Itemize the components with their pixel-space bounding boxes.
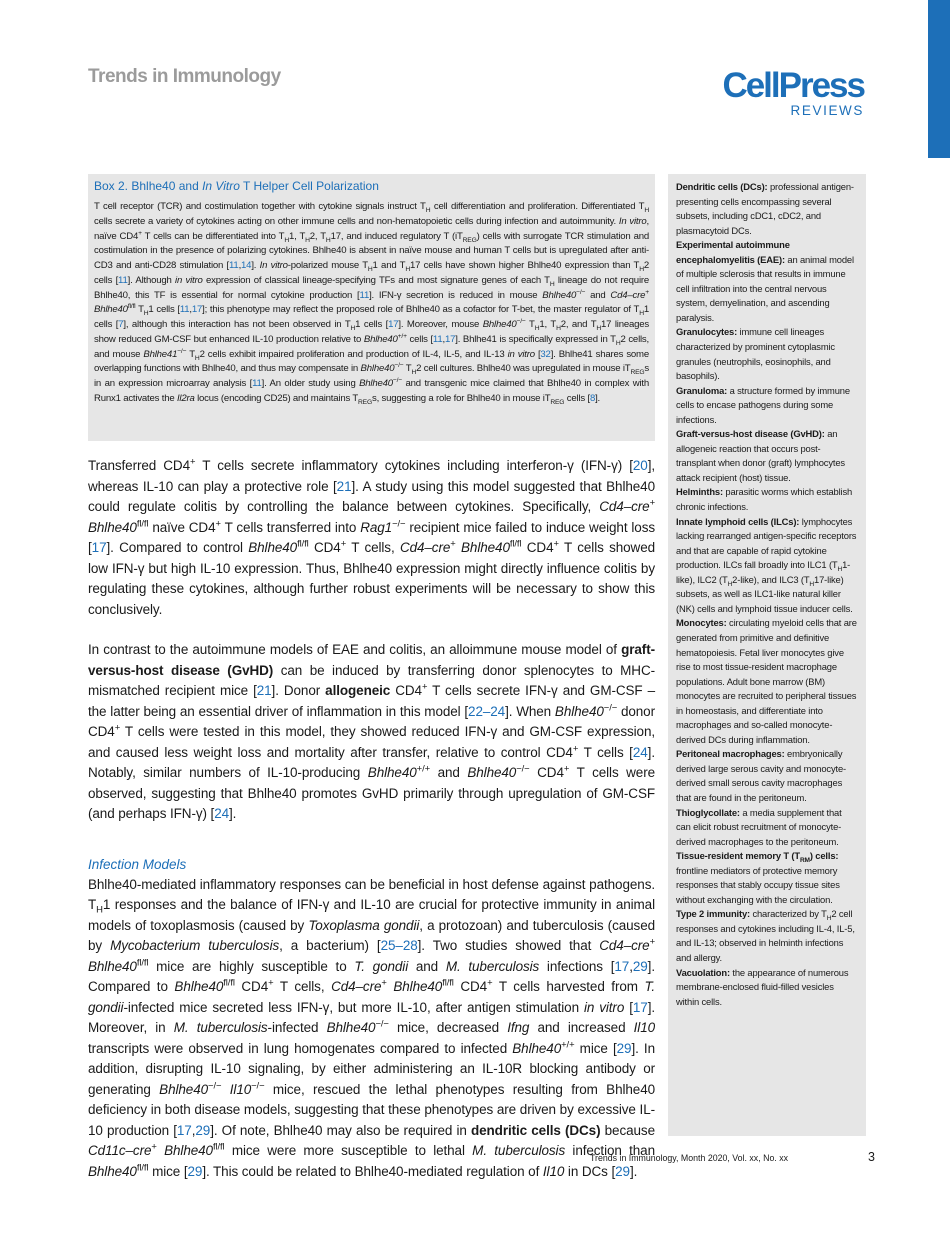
glossary-definition: frontline mediators of protective memory responses that stably occupy tissue sites without exchanging with the circulation. — [676, 864, 840, 905]
glossary-definition: embryonically derived large serous cavity and monocyte-derived small serous cavity macrophages that are found in the peritoneum. — [676, 748, 846, 803]
glossary-definition: professional antigen-presenting cells encompassing several subsets, including cDC1, cDC2, and plasmacytoid DCs. — [676, 181, 854, 236]
glossary-term: Experimental autoimmune encephalomyelitis (EAE): — [676, 239, 790, 265]
glossary-definition: parasitic worms which establish chronic infections. — [676, 486, 853, 513]
cellpress-logo — [716, 66, 864, 120]
main-text — [88, 456, 655, 1182]
box-2 — [88, 174, 655, 441]
glossary-term: Granuloma: — [676, 384, 728, 396]
glossary-entry — [676, 806, 858, 850]
glossary-sidebar — [668, 174, 866, 1136]
glossary-entry — [676, 427, 858, 485]
glossary-entry — [676, 238, 858, 325]
glossary-term: Monocytes: — [676, 617, 727, 629]
section-heading: Infection Models — [88, 856, 187, 872]
glossary-term: Vacuolation: — [676, 966, 730, 978]
glossary-definition: lymphocytes lacking rearranged antigen-specific receptors and that are capable of rapid cytokine production. ILCs fall broadly into ILC1 $(T_H1-like)$, ILC2 $(T_H2-like)$, and ILC3 $(T_H17-like)$ subsets, as well as ILC1-like natural killer (NK) cells and lymphoid tissue inducer cells. — [676, 515, 857, 614]
glossary-entry — [676, 384, 858, 428]
glossary-definition: an allogeneic reaction that occurs post-transplant when donor (graft) lymphocytes attack recipient (host) tissue. — [676, 428, 845, 483]
glossary-entry — [676, 485, 858, 514]
glossary-definition: a media supplement that can elicit robust recruitment of monocyte-derived macrophages to the peritoneum. — [676, 806, 842, 847]
glossary-term: Innate lymphoid cells (ILCs): — [676, 515, 800, 527]
footer-citation: Trends in Immunology, Month 2020, Vol. xx, No. xx — [590, 1153, 789, 1163]
box-title: Box 2. Bhlhe40 and In Vitro T Helper Cell Polarization — [94, 179, 379, 193]
glossary-entry — [676, 849, 858, 907]
glossary-definition: characterized by $T_H2$ cell responses and cytokines including IL-4, IL-5, and IL-13; observed in helminth infections and allergy. — [676, 908, 855, 963]
glossary-term: Graft-versus-host disease (GvHD): — [676, 428, 825, 440]
glossary-definition: the appearance of numerous membrane-enclosed fluid-filled vesicles within cells. — [676, 966, 849, 1007]
page-number: 3 — [868, 1150, 875, 1164]
glossary-term: Peritoneal macrophages: — [676, 748, 785, 760]
glossary-term: Granulocytes: — [676, 326, 738, 338]
logo-sub: REVIEWS — [790, 103, 864, 118]
edge-tab — [928, 0, 950, 158]
glossary-entry — [676, 325, 858, 383]
paragraph-infection: Bhlhe40-mediated inflammatory responses can be beneficial in host defense against pathogens. $T_H1$ responses and the balance of IFN-γ and IL-10 are crucial for protective immunity in animal models of toxoplasmosis (caused by Toxoplasma gondii, a protozoan) and tuberculosis (caused by Mycobacterium tuberculosis, a bacterium) [25–28]. Two studies showed that Cd4–cre+ $Bhlhe40^{fl/fl}$ mice are highly susceptible to T. gondii and M. tuberculosis infections [17,29]. Compared to $Bhlhe40^{fl/fl}$ CD4+ T cells, Cd4–cre+ $Bhlhe40^{fl/fl}$ CD4+ T cells harvested from T. gondii-infected mice secreted less IFN-γ, but more IL-10, after antigen stimulation in vitro [17]. Moreover, in M. tuberculosis-infected Bhlhe40−/− mice, decreased Ifng and increased Il10 transcripts were observed in lung homogenates compared to infected Bhlhe40+/+ mice [29]. In addition, disrupting IL-10 signaling, by either administering an IL-10R blocking antibody or generating Bhlhe40−/− Il10−/− mice, rescued the lethal phenotypes resulting from Bhlhe40 deficiency in both disease models, suggesting that these phenotypes are driven by excessive IL-10 production [17,29]. Of note, Bhlhe40 may also be required in dendritic cells (DCs) because Cd11c–cre+ $Bhlhe40^{fl/fl}$ mice were more susceptible to lethal M. tuberculosis infection than $Bhlhe40^{fl/fl}$ mice [29]. This could be related to Bhlhe40-mediated regulation of Il10 in DCs [29]. — [88, 876, 656, 1179]
glossary-definition: an animal model of multiple sclerosis that results in immune cell infiltration into the central nervous system, demyelination, and ascending paralysis. — [676, 253, 854, 323]
glossary-entry — [676, 966, 858, 1010]
glossary-term: Helminths: — [676, 486, 723, 498]
glossary-term: Thioglycollate: — [676, 806, 740, 818]
paragraph-gvhd: In contrast to the autoimmune models of EAE and colitis, an alloimmune mouse model of graft-versus-host disease (GvHD) can be induced by transferring donor splenocytes to MHC-mismatched recipient mice [21]. Donor allogeneic CD4+ T cells secrete IFN-γ and GM-CSF – the latter being an essential driver of inflammation in this model [22–24]. When Bhlhe40−/− donor CD4+ T cells were tested in this model, they showed reduced IFN-γ and GM-CSF expression, and caused less weight loss and mortality after transfer, relative to control CD4+ T cells [24]. Notably, similar numbers of IL-10-producing Bhlhe40+/+ and Bhlhe40−/− CD4+ T cells were observed, suggesting that Bhlhe40 promotes GvHD primarily through upregulation of GM-CSF (and perhaps IFN-γ) [24]. — [88, 642, 656, 821]
glossary-term: Tissue-resident memory T $(T_{RM})$ cells: — [676, 850, 839, 865]
glossary-definition: immune cell lineages characterized by prominent cytoplasmic granules (neutrophils, eosinophils, and basophils). — [676, 326, 835, 382]
glossary-definition: circulating myeloid cells that are generated from primitive and definitive hematopoiesis. Fetal liver monocytes give rise to most tissue-resident macrophage populations. Adult bone marrow (BM) monocytes are recruited to peripheral tissues in homeostasis, and differentiate into macrophages and so-called monocyte-derived DCs during inflammation. — [676, 617, 857, 745]
glossary-entry — [676, 747, 858, 805]
paragraph-colitis: Transferred CD4+ T cells secrete inflammatory cytokines including interferon-γ (IFN-γ) [20], whereas IL-10 can play a protective role [21]. A study using this model suggested that Bhlhe40 could regulate colitis by controlling the balance between cytokines. Specifically, Cd4–cre+ $Bhlhe40^{fl/fl}$ naïve CD4+ T cells transferred into Rag1−/− recipient mice failed to induce weight loss [17]. Compared to control $Bhlhe40^{fl/fl}$ CD4+ T cells, Cd4–cre+ $Bhlhe40^{fl/fl}$ CD4+ T cells showed low IFN-γ but high IL-10 expression. Thus, Bhlhe40 expression might directly influence colitis by regulating these cytokines, although further robust experiments will be necessary to show this conclusively. — [88, 456, 656, 617]
glossary-definition: a structure formed by immune cells to encase pathogens during some infections. — [676, 384, 850, 425]
box-body: T cell receptor (TCR) and costimulation together with cytokine signals instruct $T_H$ cell differentiation and proliferation. Differentiated $T_H$ cells secrete a variety of cytokines acting on other immune cells and non-hematopoietic cells during infection and autoimmunity. In vitro, naïve CD4+ T cells can be differentiated into $T_H1$, $T_H2$, $T_H17$, and induced regulatory T $(iT_{REG})$ cells with surrogate TCR stimulation and costimulation in the presence of polarizing cytokines. Bhlhe40 is absent in naïve mouse and human T cells but is upregulated after anti-CD3 and anti-CD28 stimulation [11,14]. In vitro-polarized mouse $T_H1$ and $T_H17$ cells have shown higher Bhlhe40 expression than $T_H2$ cells [11]. Although in vitro expression of classical lineage-specifying TFs and most signature genes of each $T_H$ lineage do not require Bhlhe40, this TF is essential for normal cytokine production [11]. IFN-γ secretion is reduced in mouse Bhlhe40−/− and Cd4–cre+ $Bhlhe40^{fl/fl}$ $T_H1$ cells [11,17]; this phenotype may reflect the proposed role of Bhlhe40 as a cofactor for T-bet, the master regulator of $T_H1$ cells [7], although this interaction has not been observed in $T_H1$ cells [17]. Moreover, mouse Bhlhe40−/− $T_H1$, $T_H2$, and $T_H17$ lineages show reduced GM-CSF but enhanced IL-10 production relative to Bhlhe40+/+ cells [11,17]. Bhlhe41 is specifically expressed in $T_H2$ cells, and mouse Bhlhe41−/− $T_H2$ cells exhibit impaired proliferation and production of IL-4, IL-5, and IL-13 in vitro [32]. Bhlhe41 shares some overlapping functions with Bhlhe40, and thus may compensate in Bhlhe40−/− $T_H2$ cell cultures. Bhlhe40 was upregulated in mouse $iT_{REG}s$ in an expression microarray analysis [11]. An older study using Bhlhe40−/− and transgenic mice claimed that Bhlhe40 in complex with Runx1 activates the Il2ra locus (encoding CD25) and maintains $T_{REG}s$, suggesting a role for Bhlhe40 in mouse $iT_{REG}$ cells [8]. — [94, 201, 650, 406]
glossary-term: Dendritic cells (DCs): — [676, 181, 768, 192]
glossary-entry — [676, 180, 858, 238]
logo-word: CellPress — [722, 66, 864, 105]
journal-name: Trends in Immunology — [88, 66, 281, 87]
glossary-term: Type 2 immunity: — [676, 908, 750, 920]
glossary-entry — [676, 907, 858, 965]
glossary-entry — [676, 616, 858, 747]
glossary-entry — [676, 515, 858, 617]
